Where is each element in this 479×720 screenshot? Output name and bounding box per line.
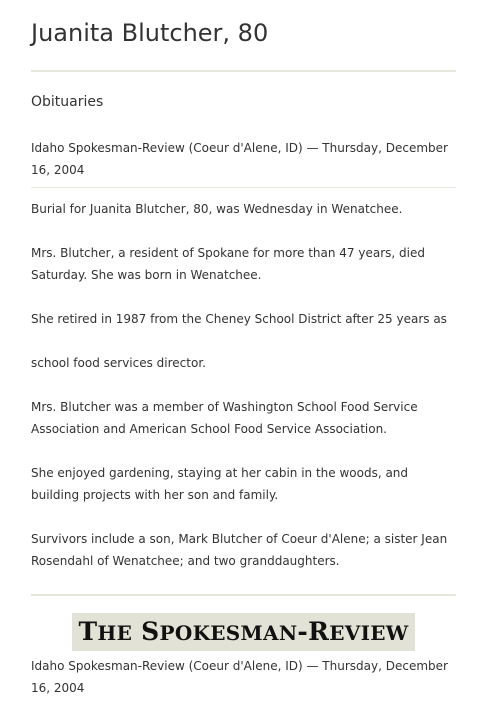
- paragraph-survivors: Survivors include a son, Mark Blutcher of Coeur d'Alene; a sister Jean Rosendahl of Wenatchee; and two granddaughters.: [31, 532, 448, 568]
- paragraph-hobbies: She enjoyed gardening, staying at her cabin in the woods, and building projects with her son and family.: [31, 466, 409, 502]
- paragraph-burial: Burial for Juanita Blutcher, 80, was Wednesday in Wenatchee.: [31, 202, 403, 216]
- paragraph-retirement: She retired in 1987 from the Cheney School District after 25 years as: [31, 312, 447, 326]
- newspaper-logo-text: THE SPOKESMAN-REVIEW: [72, 613, 414, 651]
- article-body: [31, 198, 456, 572]
- page-title: Juanita Blutcher, 80: [31, 19, 269, 47]
- source-line-bottom: Idaho Spokesman-Review (Coeur d'Alene, ID) — Thursday, December 16, 2004: [31, 659, 448, 695]
- source-line-top: Idaho Spokesman-Review (Coeur d'Alene, ID) — Thursday, December 16, 2004: [31, 137, 456, 188]
- title-divider: [31, 70, 456, 72]
- paragraph-position: school food services director.: [31, 356, 206, 370]
- section-label: Obituaries: [31, 94, 104, 110]
- newspaper-logo: [31, 613, 456, 651]
- paragraph-membership: Mrs. Blutcher was a member of Washington School Food Service Association and American School Food Service Association.: [31, 400, 418, 436]
- paragraph-residence: Mrs. Blutcher, a resident of Spokane for more than 47 years, died Saturday. She was born in Wenatchee.: [31, 246, 425, 282]
- footer-divider: [31, 594, 456, 596]
